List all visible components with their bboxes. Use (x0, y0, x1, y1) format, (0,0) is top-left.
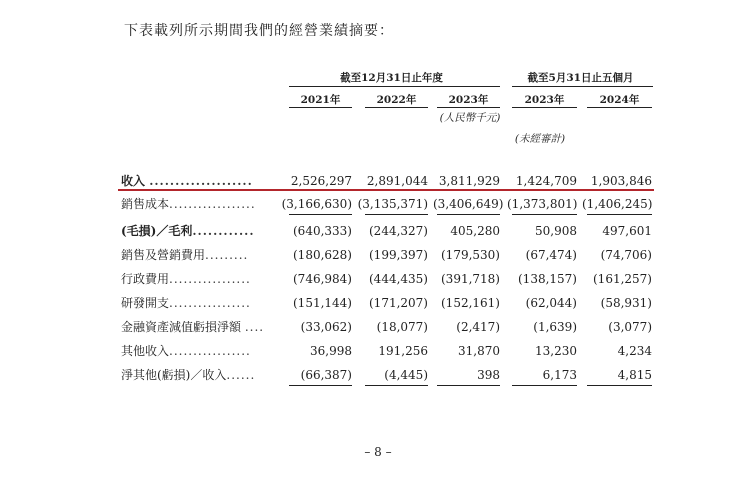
currency-unit-note: (人民幣千元) (439, 112, 501, 124)
value-cell: (2,417) (456, 320, 500, 334)
value-cell: 3,811,929 (438, 174, 500, 188)
subtotal-rule (365, 214, 428, 215)
year-rule-5 (587, 107, 652, 108)
subtotal-rule (587, 385, 652, 386)
header-rule-five-months (512, 86, 653, 87)
year-rule-1 (289, 107, 352, 108)
subtotal-rule (365, 385, 428, 386)
value-cell: 497,601 (602, 224, 652, 238)
value-cell: (161,257) (593, 272, 652, 286)
subtotal-rule (587, 214, 652, 215)
table-row-revenue (0, 171, 756, 191)
value-cell: 13,230 (535, 344, 577, 358)
row-label: 收入 .................... (121, 174, 253, 188)
value-cell: (3,166,630) (281, 197, 352, 211)
value-cell: 1,903,846 (590, 174, 652, 188)
value-cell: (138,157) (518, 272, 577, 286)
value-cell: (1,373,801) (507, 197, 578, 211)
value-cell: (4,445) (384, 368, 428, 382)
highlight-underline (118, 189, 654, 191)
row-label: (毛損)／毛利............ (121, 224, 255, 238)
value-cell: 1,424,709 (515, 174, 577, 188)
row-label: 銷售及營銷費用......... (121, 248, 249, 262)
header-rule-fiscal-years (289, 86, 500, 87)
value-cell: (66,387) (300, 368, 352, 382)
row-label: 其他收入................. (121, 344, 251, 358)
value-cell: 4,815 (617, 368, 652, 382)
row-label: 行政費用................. (121, 272, 251, 286)
subtotal-rule (437, 385, 500, 386)
table-row-research-development (0, 293, 756, 313)
year-rule-3 (437, 107, 500, 108)
header-group-five-months: 截至5月31日止五個月 (527, 72, 634, 84)
table-row-selling-marketing (0, 245, 756, 265)
value-cell: 6,173 (542, 368, 577, 382)
row-label: 銷售成本.................. (121, 197, 256, 211)
table-row-other-income (0, 341, 756, 361)
table-row-impairment (0, 317, 756, 337)
value-cell: (74,706) (600, 248, 652, 262)
value-cell: 405,280 (450, 224, 500, 238)
row-label: 淨其他(虧損)／收入...... (121, 368, 256, 382)
year-header-1: 2021年 (300, 94, 341, 106)
value-cell: (746,984) (293, 272, 352, 286)
year-rule-4 (512, 107, 577, 108)
subtotal-rule (289, 214, 352, 215)
year-header-4: 2023年 (524, 94, 565, 106)
value-cell: 31,870 (458, 344, 500, 358)
year-header-3: 2023年 (448, 94, 489, 106)
value-cell: (180,628) (293, 248, 352, 262)
value-cell: (391,718) (441, 272, 500, 286)
value-cell: 2,526,297 (290, 174, 352, 188)
year-header-2: 2022年 (376, 94, 417, 106)
subtotal-rule (437, 214, 500, 215)
page-number: – 8 – (364, 445, 392, 459)
value-cell: (152,161) (441, 296, 500, 310)
value-cell: 191,256 (378, 344, 428, 358)
subtotal-rule (512, 385, 577, 386)
value-cell: 398 (477, 368, 500, 382)
value-cell: (58,931) (600, 296, 652, 310)
value-cell: 36,998 (310, 344, 352, 358)
year-header-5: 2024年 (599, 94, 640, 106)
row-label: 金融資產減值虧損淨額 .... (121, 320, 265, 334)
subtotal-rule (512, 214, 577, 215)
value-cell: (33,062) (300, 320, 352, 334)
value-cell: (3,077) (608, 320, 652, 334)
year-rule-2 (365, 107, 428, 108)
value-cell: (67,474) (525, 248, 577, 262)
value-cell: (3,406,649) (433, 197, 504, 211)
value-cell: (199,397) (369, 248, 428, 262)
value-cell: (18,077) (376, 320, 428, 334)
value-cell: (62,044) (525, 296, 577, 310)
value-cell: (1,406,245) (582, 197, 653, 211)
value-cell: (444,435) (369, 272, 428, 286)
value-cell: 2,891,044 (366, 174, 428, 188)
value-cell: (151,144) (293, 296, 352, 310)
value-cell: (3,135,371) (357, 197, 428, 211)
header-group-fiscal-years: 截至12月31日止年度 (340, 72, 443, 84)
value-cell: (171,207) (369, 296, 428, 310)
value-cell: (640,333) (293, 224, 352, 238)
table-row-administrative (0, 269, 756, 289)
subtotal-rule (289, 385, 352, 386)
value-cell: (1,639) (533, 320, 577, 334)
table-row-net-other (0, 365, 756, 385)
unaudited-note: (未經審計) (514, 133, 566, 145)
value-cell: 50,908 (535, 224, 577, 238)
intro-text: 下表載列所示期間我們的經營業績摘要： (124, 23, 394, 39)
table-row-gross-profit (0, 221, 756, 241)
value-cell: 4,234 (617, 344, 652, 358)
value-cell: (244,327) (369, 224, 428, 238)
value-cell: (179,530) (441, 248, 500, 262)
row-label: 研發開支................. (121, 296, 251, 310)
table-row-cost-of-sales (0, 194, 756, 214)
